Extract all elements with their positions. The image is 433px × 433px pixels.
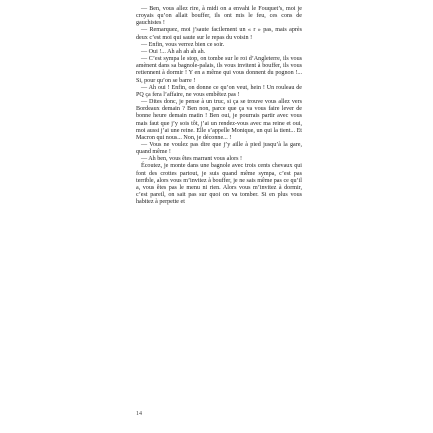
paragraph: — Ah ben, vous êtes marrant vous alors ! — [141, 156, 243, 163]
paragraph: Écoutez, je monte dans une bagnole avec trois cents chevaux qui font des crottes partout, je suis quand même sympa, c’est pas terrible, alors vous m’invitez à bouffer, je ne sais même pas ce qu’il a, vous êtes pas le menu ni rien. Alors vous m’invitez à dormir, c’est pareil, on sait pas sur quoi on va tomber. Si en plus vous habitez à perpette et — [136, 163, 302, 206]
paragraph: — Dites donc, je pense à un truc, si ça se trouve vous allez vers Bordeaux demain ? Ben non, parce que ça va vous faire lever de bonne heure demain matin ! Ben oui, je pourrais partir avec vous mais faut que j’y sois tôt, j’ai un rendez-vous avec ma reine et oui, moi aussi j’ai une reine. Elle s’appelle Monique, un qui la tient... Et Macron qui nous... Non, je déconne... ! — [136, 99, 302, 141]
paragraph: — Oui !... Ah ah ah ah ah. — [141, 48, 206, 55]
page-number: 14 — [136, 411, 142, 417]
paragraph: — Ah oui ! Enfin, on donne ce qu’on veut, hein ! Un rouleau de PQ ça fera l’affaire, ne vous embêtez pas ! — [136, 84, 302, 98]
paragraph: — Ben, vous allez rire, à midi on a envahi le Fouquet’s, moi je croyais qu’on allait bouffer, ils ont mis le feu, ces cons de gauchistes ! — [136, 6, 302, 27]
paragraph: — Vous ne voulez pas dire que j’y aille à pied jusqu’à la gare, quand même ! — [136, 141, 302, 156]
paragraph: — C’est sympa le stop, on tombe sur le roi d’Angleterre, ils vous amènent dans sa bagnole-palais, ils vous invitent à bouffer, ils vous retiennent à dormir ! Y en a même qui vous donnent du pognon !... Si, pour qu’on se barre ! — [136, 56, 302, 84]
paragraph: — Enfin, vous verrez bien ce soir. — [141, 41, 225, 48]
body-text — [136, 6, 302, 206]
paragraph: — Remarquez, moi j’saute facilement un « r » pas, mais après deux c’est moi qui saute sur le repas du voisin ! — [136, 27, 302, 41]
